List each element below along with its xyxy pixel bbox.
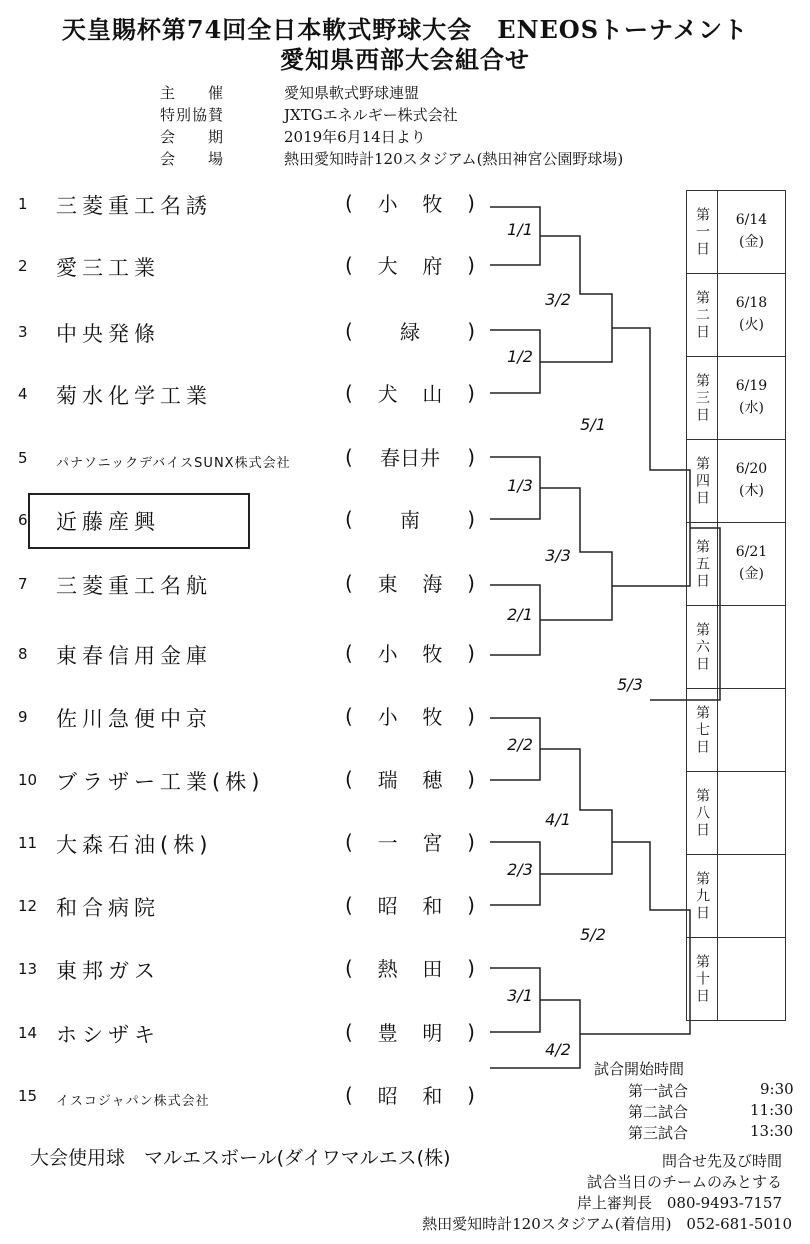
calendar-row: [687, 606, 785, 689]
team-name: 和合病院: [56, 896, 160, 920]
score-r3-2: 5/2: [580, 925, 606, 944]
score-r2-1: 3/2: [545, 290, 571, 309]
score-r1-4: 2/1: [507, 605, 533, 624]
game-1-label: 第一試合: [628, 1082, 689, 1100]
schedule-heading: 試合開始時間: [594, 1060, 685, 1078]
open-paren: (: [345, 570, 353, 595]
calendar-date: [718, 938, 785, 1020]
page-title: 天皇賜杯第74回全日本軟式野球大会 ENEOSトーナメント: [61, 15, 749, 44]
open-paren: (: [345, 766, 353, 791]
team-name: 中央発條: [56, 322, 160, 346]
city-char: 春日井: [380, 446, 440, 470]
calendar-day-label: 第五日: [687, 523, 718, 605]
open-paren: (: [345, 1082, 353, 1107]
city-char: 小: [377, 705, 398, 729]
organizer-label: 主 催: [160, 84, 225, 102]
close-paren: ): [467, 1082, 475, 1107]
close-paren: ): [467, 1019, 475, 1044]
calendar-day-label: 第四日: [687, 440, 718, 522]
calendar-date-value: 6/21: [735, 544, 768, 560]
city-char: 海: [422, 572, 443, 596]
calendar-date: [718, 440, 785, 522]
open-paren: (: [345, 703, 353, 728]
score-r1-6: 2/3: [507, 860, 533, 879]
game-3-label: 第三試合: [628, 1124, 689, 1142]
organizer-value: 愛知県軟式野球連盟: [284, 84, 420, 102]
calendar-day-label: 第一日: [687, 191, 718, 273]
city-char: 瑞: [377, 768, 398, 792]
city-char: 大: [377, 254, 398, 278]
open-paren: (: [345, 380, 353, 405]
calendar-row: [687, 772, 785, 855]
open-paren: (: [345, 252, 353, 277]
venue-label: 会 場: [160, 150, 225, 168]
game-2-label: 第二試合: [628, 1103, 689, 1121]
close-paren: ): [467, 444, 475, 469]
city-char: 和: [422, 1084, 443, 1108]
close-paren: ): [467, 829, 475, 854]
close-paren: ): [467, 190, 475, 215]
close-paren: ): [467, 252, 475, 277]
city-char: 東: [377, 572, 398, 596]
city-char: 明: [422, 1021, 443, 1045]
calendar-date: [718, 772, 785, 854]
close-paren: ): [467, 766, 475, 791]
score-r1-7: 3/1: [507, 986, 533, 1005]
team-number: 11: [18, 834, 38, 852]
team-number: 5: [18, 449, 28, 467]
close-paren: ): [467, 506, 475, 531]
calendar-day-label: 第八日: [687, 772, 718, 854]
score-final: 5/3: [617, 675, 643, 694]
calendar-weekday: (水): [739, 400, 764, 416]
team-name: 三菱重工名航: [56, 574, 212, 598]
open-paren: (: [345, 190, 353, 215]
calendar-row: [687, 191, 785, 274]
city-char: 山: [422, 382, 443, 406]
open-paren: (: [345, 955, 353, 980]
open-paren: (: [345, 892, 353, 917]
calendar-day-label: 第六日: [687, 606, 718, 688]
open-paren: (: [345, 829, 353, 854]
team-name: 菊水化学工業: [56, 384, 212, 408]
city-char: 緑: [400, 320, 420, 344]
calendar-weekday: (金): [739, 566, 764, 582]
open-paren: (: [345, 444, 353, 469]
close-paren: ): [467, 703, 475, 728]
calendar-weekday: (金): [739, 234, 764, 250]
calendar-day-label: 第三日: [687, 357, 718, 439]
calendar-day-label: 第十日: [687, 938, 718, 1020]
close-paren: ): [467, 570, 475, 595]
city-char: 昭: [377, 894, 398, 918]
calendar-day-label: 第二日: [687, 274, 718, 356]
period-value: 2019年6月14日より: [284, 128, 426, 146]
close-paren: ): [467, 640, 475, 665]
page-subtitle: 愛知県西部大会組合せ: [280, 45, 530, 74]
city-char: 牧: [422, 192, 443, 216]
calendar-day-label: 第九日: [687, 855, 718, 937]
team-name: ホシザキ: [56, 1023, 160, 1047]
contact-note: 試合当日のチームのみとする: [586, 1173, 782, 1191]
sponsor-value: JXTGエネルギー株式会社: [284, 106, 458, 124]
calendar-date: [718, 855, 785, 937]
calendar-date: [718, 523, 785, 605]
score-r1-1: 1/1: [507, 220, 533, 239]
schedule-calendar: [686, 190, 786, 1021]
team-name: 東邦ガス: [56, 959, 160, 983]
calendar-date: [718, 689, 785, 771]
city-char: 田: [422, 957, 443, 981]
calendar-weekday: (火): [739, 317, 764, 333]
team-number: 4: [18, 385, 28, 403]
game-3-time: 13:30: [750, 1122, 794, 1140]
calendar-row: [687, 523, 785, 606]
calendar-date: [718, 357, 785, 439]
team-number: 7: [18, 575, 28, 593]
team-number: 6: [18, 511, 28, 529]
score-r1-3: 1/3: [507, 476, 533, 495]
calendar-date: [718, 606, 785, 688]
open-paren: (: [345, 506, 353, 531]
team-number: 1: [18, 195, 28, 213]
team-number: 15: [18, 1087, 38, 1105]
score-r1-2: 1/2: [507, 347, 533, 366]
calendar-row: [687, 440, 785, 523]
team-number: 2: [18, 257, 28, 275]
calendar-day-label: 第七日: [687, 689, 718, 771]
team-name: 愛三工業: [56, 256, 160, 280]
team-name: パナソニックデバイスSUNX株式会社: [56, 456, 291, 471]
team-number: 14: [18, 1024, 38, 1042]
team-number: 8: [18, 645, 28, 663]
calendar-date-value: 6/14: [735, 212, 768, 228]
contact-stadium: 熱田愛知時計120スタジアム(着信用) 052-681-5010: [422, 1215, 792, 1233]
city-char: 牧: [422, 705, 443, 729]
city-char: 牧: [422, 642, 443, 666]
contact-umpire: 岸上審判長 080-9493-7157: [576, 1194, 782, 1212]
team-name: イスコジャパン株式会社: [56, 1094, 210, 1109]
city-char: 宮: [422, 831, 443, 855]
score-r3-1: 5/1: [580, 415, 606, 434]
calendar-date-value: 6/18: [735, 295, 768, 311]
sponsor-label: 特別協賛: [160, 106, 225, 124]
official-ball: 大会使用球 マルエスボール(ダイワマルエス(株): [30, 1147, 451, 1169]
city-char: 南: [400, 508, 420, 532]
city-char: 和: [422, 894, 443, 918]
team-name: 佐川急便中京: [56, 707, 212, 731]
bracket-line-r3-1: [612, 328, 690, 586]
team-number: 13: [18, 960, 38, 978]
calendar-date-value: 6/19: [735, 378, 768, 394]
game-2-time: 11:30: [750, 1101, 794, 1119]
close-paren: ): [467, 955, 475, 980]
city-char: 一: [377, 831, 398, 855]
calendar-row: [687, 855, 785, 938]
calendar-row: [687, 938, 785, 1021]
score-r1-5: 2/2: [507, 735, 533, 754]
calendar-date-value: 6/20: [735, 461, 768, 477]
city-char: 昭: [377, 1084, 398, 1108]
score-r2-2: 3/3: [545, 546, 571, 565]
city-char: 府: [422, 254, 443, 278]
team-number: 10: [18, 771, 38, 789]
open-paren: (: [345, 1019, 353, 1044]
close-paren: ): [467, 318, 475, 343]
score-r2-4: 4/2: [545, 1040, 571, 1059]
team-number: 9: [18, 708, 28, 726]
city-char: 豊: [377, 1021, 398, 1045]
city-char: 穂: [422, 768, 443, 792]
calendar-date: [718, 274, 785, 356]
open-paren: (: [345, 318, 353, 343]
team-name: 近藤産興: [56, 510, 160, 534]
team-name: 三菱重工名誘: [56, 194, 212, 218]
city-char: 小: [377, 642, 398, 666]
period-label: 会 期: [160, 128, 225, 146]
open-paren: (: [345, 640, 353, 665]
city-char: 犬: [377, 382, 398, 406]
close-paren: ): [467, 892, 475, 917]
team-number: 3: [18, 323, 28, 341]
venue-value: 熱田愛知時計120スタジアム(熱田神宮公園野球場): [284, 150, 624, 168]
calendar-weekday: (木): [739, 483, 764, 499]
calendar-row: [687, 274, 785, 357]
score-r2-3: 4/1: [545, 810, 571, 829]
team-number: 12: [18, 897, 38, 915]
city-char: 熱: [377, 957, 398, 981]
game-1-time: 9:30: [760, 1080, 794, 1098]
calendar-date: [718, 191, 785, 273]
city-char: 小: [377, 192, 398, 216]
contact-heading: 問合せ先及び時間: [661, 1152, 782, 1170]
team-name: ブラザー工業(株): [56, 770, 265, 794]
team-name: 東春信用金庫: [56, 644, 212, 668]
calendar-row: [687, 357, 785, 440]
close-paren: ): [467, 380, 475, 405]
calendar-row: [687, 689, 785, 772]
team-name: 大森石油(株): [56, 833, 213, 857]
